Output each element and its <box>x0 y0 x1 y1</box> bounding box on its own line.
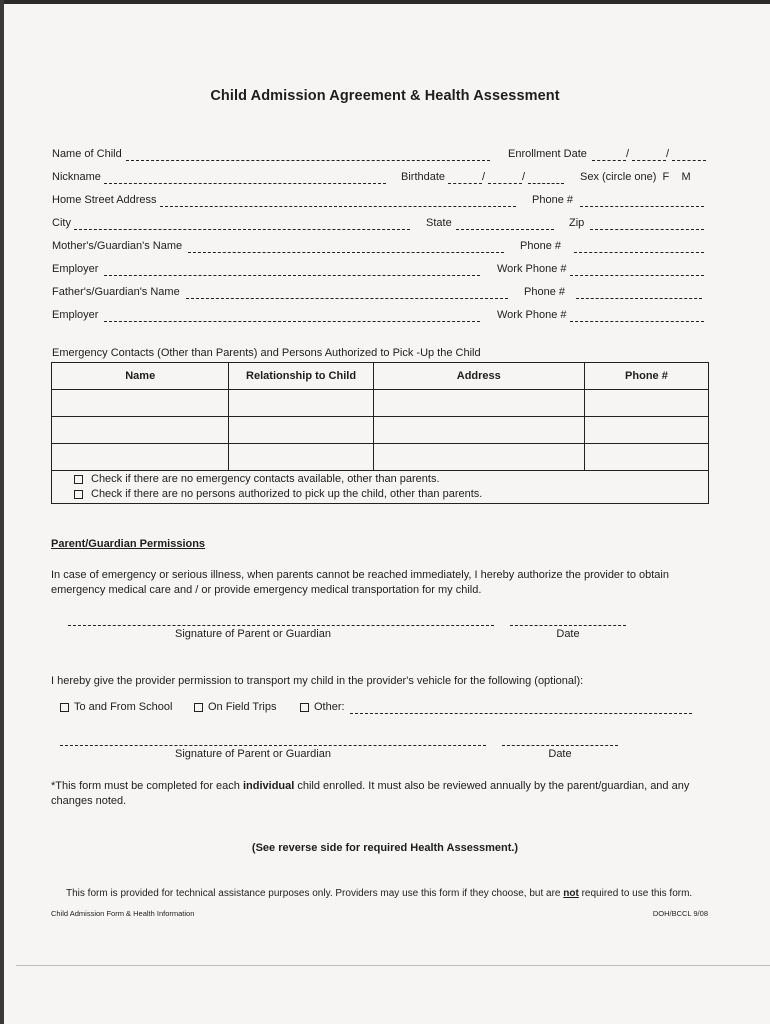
home-phone-label: Phone # <box>532 194 573 206</box>
emergency-contacts-heading: Emergency Contacts (Other than Parents) and Persons Authorized to Pick -Up the Child <box>52 347 481 359</box>
nickname-label: Nickname <box>52 171 101 183</box>
completion-note-pre: *This form must be completed for each <box>51 780 243 792</box>
table-row <box>52 417 709 444</box>
enrollment-date-label: Enrollment Date <box>508 148 587 160</box>
tech-note-not: not <box>563 888 579 899</box>
scan-edge-left <box>0 0 4 1024</box>
row-city <box>52 217 707 233</box>
table-cell[interactable] <box>584 417 708 444</box>
zip-field[interactable] <box>590 219 704 230</box>
sex-label[interactable]: Sex (circle one) F M <box>580 171 691 183</box>
father-work-phone-label: Work Phone # <box>497 309 567 321</box>
footer-right: DOH/BCCL 9/08 <box>652 909 708 918</box>
row-home-address <box>52 194 707 210</box>
date-slash: / <box>522 171 526 183</box>
emergency-authorization-text: In case of emergency or serious illness, when parents cannot be reached immediately, I hereby authorize the provider to obtain emergency medical care and / or provide emergency medical transportation for my child. <box>51 569 669 596</box>
father-guardian-name-label: Father's/Guardian's Name <box>52 286 180 298</box>
city-label: City <box>52 217 71 229</box>
signature-label-1: Signature of Parent or Guardian <box>175 628 331 640</box>
option-field-trips[interactable] <box>194 701 276 713</box>
completion-note-post: child enrolled. It must also be reviewed annually by the parent/guardian, and any changes noted. <box>51 780 690 807</box>
father-phone-label: Phone # <box>524 286 565 298</box>
check-no-contacts-item[interactable] <box>74 473 440 485</box>
table-cell[interactable] <box>373 417 584 444</box>
father-phone-field[interactable] <box>576 288 702 299</box>
option-field-trips-label: On Field Trips <box>208 701 277 713</box>
mother-phone-label: Phone # <box>520 240 561 252</box>
name-of-child-field[interactable] <box>126 150 490 161</box>
check-no-pickup-item[interactable] <box>74 488 482 500</box>
row-name-of-child <box>52 148 707 164</box>
row-father-employer <box>52 309 707 325</box>
table-cell[interactable] <box>229 417 373 444</box>
footer-left: Child Admission Form & Health Information <box>51 909 195 918</box>
home-phone-field[interactable] <box>580 196 704 207</box>
zip-label: Zip <box>569 217 585 229</box>
home-street-address-label: Home Street Address <box>52 194 157 206</box>
date-line-2[interactable] <box>502 744 618 746</box>
column-header-relationship: Relationship to Child <box>229 363 373 390</box>
option-other-label: Other: <box>314 701 345 713</box>
row-father-guardian <box>52 286 707 302</box>
column-header-address: Address <box>373 363 584 390</box>
tech-note-post: required to use this form. <box>578 888 693 899</box>
mother-guardian-name-label: Mother's/Guardian's Name <box>52 240 183 252</box>
name-of-child-label: Name of Child <box>52 148 122 160</box>
row-mother-guardian <box>52 240 707 256</box>
permissions-heading: Parent/Guardian Permissions <box>51 538 206 550</box>
row-mother-employer <box>52 263 707 279</box>
tech-note-pre: This form is provided for technical assistance purposes only. Providers may use this form if they choose, but are <box>66 888 564 899</box>
city-field[interactable] <box>74 219 410 230</box>
option-to-from-school[interactable] <box>60 701 172 713</box>
father-employer-label: Employer <box>52 309 99 321</box>
father-guardian-name-field[interactable] <box>186 288 508 299</box>
father-work-phone-field[interactable] <box>570 311 704 322</box>
option-other[interactable] <box>300 701 345 713</box>
checkbox-to-from-school[interactable] <box>60 703 69 712</box>
signature-label-2: Signature of Parent or Guardian <box>175 748 331 760</box>
nickname-field[interactable] <box>104 173 386 184</box>
home-street-address-field[interactable] <box>160 196 516 207</box>
checkbox-field-trips[interactable] <box>194 703 203 712</box>
date-slash: / <box>626 148 630 160</box>
table-cell[interactable] <box>584 390 708 417</box>
option-to-from-school-label: To and From School <box>74 701 173 713</box>
enrollment-date-year-field[interactable] <box>672 150 706 161</box>
check-no-pickup-label: Check if there are no persons authorized to pick up the child, other than parents. <box>91 488 483 500</box>
date-slash: / <box>666 148 670 160</box>
birthdate-month-field[interactable] <box>448 173 482 184</box>
mother-guardian-name-field[interactable] <box>188 242 504 253</box>
scan-edge-top <box>0 0 770 4</box>
signature-line-2[interactable] <box>60 744 486 746</box>
other-field[interactable] <box>350 712 692 714</box>
completion-note <box>51 779 717 809</box>
date-label-2: Date <box>548 748 572 760</box>
state-field[interactable] <box>456 219 554 230</box>
form-title: Child Admission Agreement & Health Assessment <box>210 88 560 104</box>
birthdate-label: Birthdate <box>401 171 446 183</box>
table-cell[interactable] <box>52 417 229 444</box>
date-slash: / <box>482 171 486 183</box>
table-cell[interactable] <box>52 390 229 417</box>
mother-employer-field[interactable] <box>104 265 480 276</box>
date-label-1: Date <box>556 628 580 640</box>
mother-work-phone-label: Work Phone # <box>497 263 567 275</box>
row-nickname <box>52 171 707 187</box>
birthdate-day-field[interactable] <box>488 173 522 184</box>
mother-phone-field[interactable] <box>574 242 704 253</box>
signature-line-1[interactable] <box>68 624 494 626</box>
father-employer-field[interactable] <box>104 311 480 322</box>
state-label: State <box>426 217 452 229</box>
transport-permission-text: I hereby give the provider permission to transport my child in the provider's vehicle for the following (optional): <box>51 675 584 687</box>
enrollment-date-month-field[interactable] <box>592 150 626 161</box>
column-header-name: Name <box>52 363 229 390</box>
table-cell[interactable] <box>229 390 373 417</box>
emergency-checkbox-panel <box>51 465 709 504</box>
completion-note-bold: individual <box>242 780 295 792</box>
enrollment-date-day-field[interactable] <box>632 150 666 161</box>
table-cell[interactable] <box>373 390 584 417</box>
emergency-contacts-table <box>51 362 709 471</box>
mother-employer-label: Employer <box>52 263 99 275</box>
birthdate-year-field[interactable] <box>528 173 564 184</box>
checkbox-no-pickup[interactable] <box>74 490 83 499</box>
check-no-contacts-label: Check if there are no emergency contacts available, other than parents. <box>91 473 440 485</box>
see-reverse-note: (See reverse side for required Health Assessment.) <box>251 842 519 854</box>
table-row <box>52 390 709 417</box>
column-header-phone: Phone # <box>584 363 708 390</box>
mother-work-phone-field[interactable] <box>570 265 704 276</box>
technical-assistance-note <box>66 888 692 899</box>
checkbox-no-contacts[interactable] <box>74 475 83 484</box>
date-line-1[interactable] <box>510 624 626 626</box>
checkbox-other[interactable] <box>300 703 309 712</box>
page-bottom-edge <box>16 965 770 966</box>
